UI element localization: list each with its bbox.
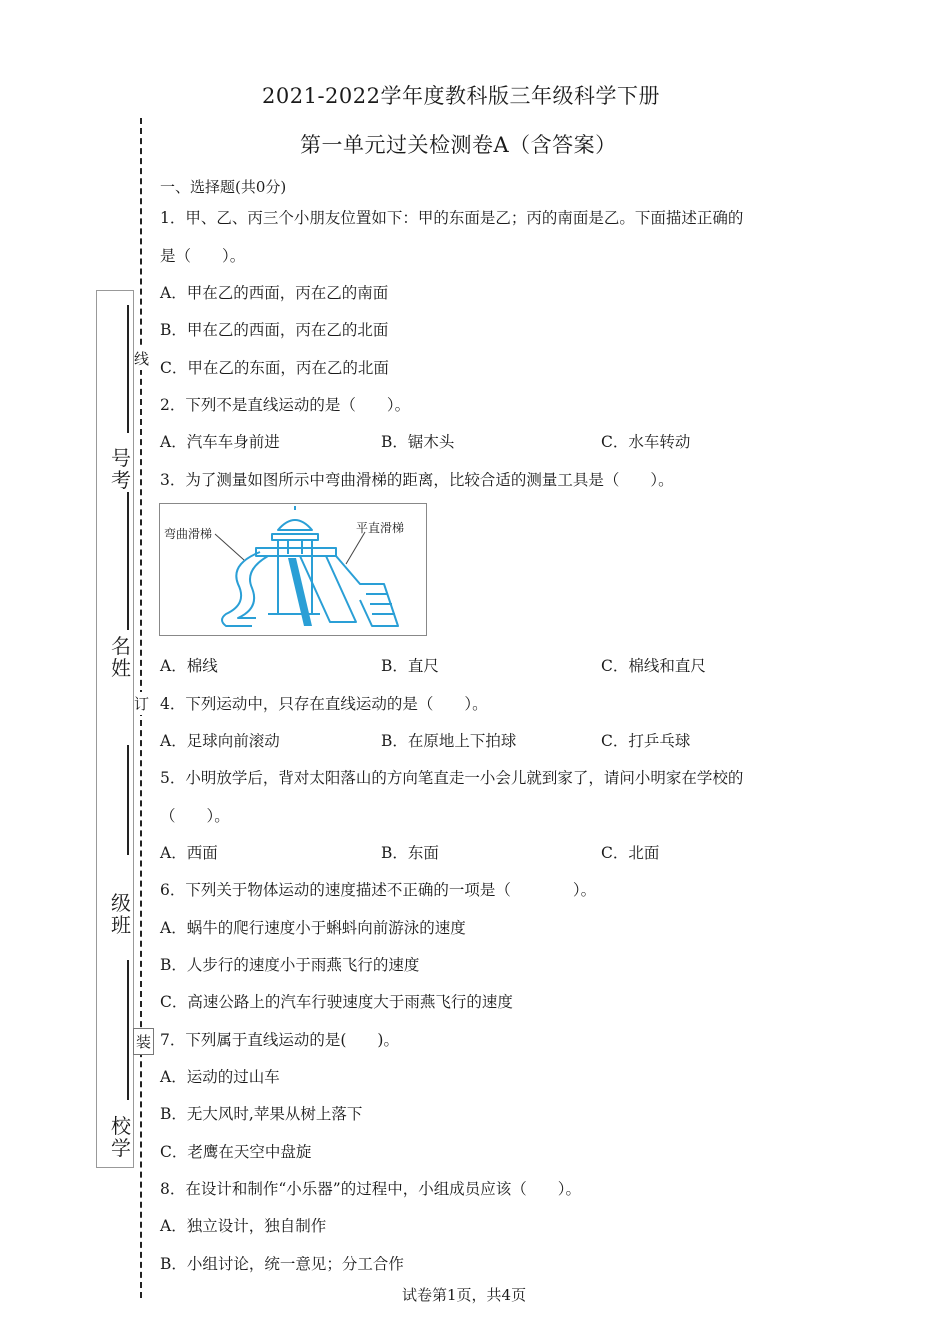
question-2-option-b: B．锯木头 xyxy=(381,433,455,451)
page-subtitle: 第一单元过关检测卷A（含答案） xyxy=(300,133,617,157)
school-label: 校学 xyxy=(111,1114,131,1160)
binding-bind-char: 装 xyxy=(133,1028,154,1055)
binding-staple-char: 订 xyxy=(134,692,149,715)
page-title: 2021-2022学年度教科版三年级科学下册 xyxy=(262,84,660,108)
question-3-option-b: B．直尺 xyxy=(381,657,439,675)
question-7-option-c: C．老鹰在天空中盘旋 xyxy=(160,1143,312,1161)
question-2-stem: 2．下列不是直线运动的是（ ）。 xyxy=(160,396,411,414)
straight-slide-label: 平直滑梯 xyxy=(356,521,405,535)
question-7-option-a: A．运动的过山车 xyxy=(160,1068,280,1086)
question-5-stem: 5．小明放学后，背对太阳落山的方向笔直走一小会儿就到家了，请问小明家在学校的 xyxy=(160,769,744,787)
slide-illustration xyxy=(160,504,426,635)
question-7-stem: 7．下列属于直线运动的是( )。 xyxy=(160,1031,399,1049)
question-7-option-b: B．无大风时,苹果从树上落下 xyxy=(160,1105,363,1123)
question-1-option-a: A．甲在乙的西面，丙在乙的南面 xyxy=(160,284,389,302)
question-1-option-b: B．甲在乙的西面，丙在乙的北面 xyxy=(160,321,389,339)
question-4-stem: 4．下列运动中，只存在直线运动的是（ ）。 xyxy=(160,695,488,713)
question-4-option-a: A．足球向前滚动 xyxy=(160,732,280,750)
question-4-option-b: B．在原地上下拍球 xyxy=(381,732,517,750)
slide-figure xyxy=(159,503,427,636)
question-6-option-c: C．高速公路上的汽车行驶速度大于雨燕飞行的速度 xyxy=(160,993,513,1011)
binding-line-char: 线 xyxy=(134,347,149,370)
fill-line xyxy=(127,960,129,1100)
fill-line xyxy=(127,492,129,630)
question-2-option-c: C．水车转动 xyxy=(601,433,691,451)
question-3-option-a: A．棉线 xyxy=(160,657,218,675)
question-5-option-c: C．北面 xyxy=(601,844,660,862)
question-8-option-a: A．独立设计，独自制作 xyxy=(160,1217,327,1235)
name-label: 名姓 xyxy=(111,634,131,680)
exam-number-label: 号考 xyxy=(111,446,131,492)
question-5-stem-cont: （ ）。 xyxy=(160,807,230,825)
question-6-stem: 6．下列关于物体运动的速度描述不正确的一项是（ ）。 xyxy=(160,881,597,899)
question-2-option-a: A．汽车车身前进 xyxy=(160,433,280,451)
curved-slide-label: 弯曲滑梯 xyxy=(164,527,213,541)
class-label: 级班 xyxy=(111,891,131,937)
question-5-option-b: B．东面 xyxy=(381,844,439,862)
question-1-stem: 1．甲、乙、丙三个小朋友位置如下：甲的东面是乙；丙的南面是乙。下面描述正确的 xyxy=(160,209,744,227)
question-1-option-c: C．甲在乙的东面，丙在乙的北面 xyxy=(160,359,389,377)
page-footer: 试卷第1页，共4页 xyxy=(402,1286,527,1304)
question-6-option-a: A．蜗牛的爬行速度小于蝌蚪向前游泳的速度 xyxy=(160,919,466,937)
question-3-option-c: C．棉线和直尺 xyxy=(601,657,706,675)
question-6-option-b: B．人步行的速度小于雨燕飞行的速度 xyxy=(160,956,420,974)
question-3-stem: 3．为了测量如图所示中弯曲滑梯的距离，比较合适的测量工具是（ ）。 xyxy=(160,471,674,489)
fill-line xyxy=(127,745,129,855)
question-1-stem-cont: 是（ ）。 xyxy=(160,247,246,265)
question-8-option-b: B．小组讨论，统一意见；分工合作 xyxy=(160,1255,404,1273)
question-8-stem: 8．在设计和制作“小乐器”的过程中，小组成员应该（ ）。 xyxy=(160,1180,581,1198)
question-4-option-c: C．打乒乓球 xyxy=(601,732,691,750)
section-heading: 一、选择题(共0分) xyxy=(160,178,287,196)
question-5-option-a: A．西面 xyxy=(160,844,218,862)
fill-line xyxy=(127,305,129,433)
